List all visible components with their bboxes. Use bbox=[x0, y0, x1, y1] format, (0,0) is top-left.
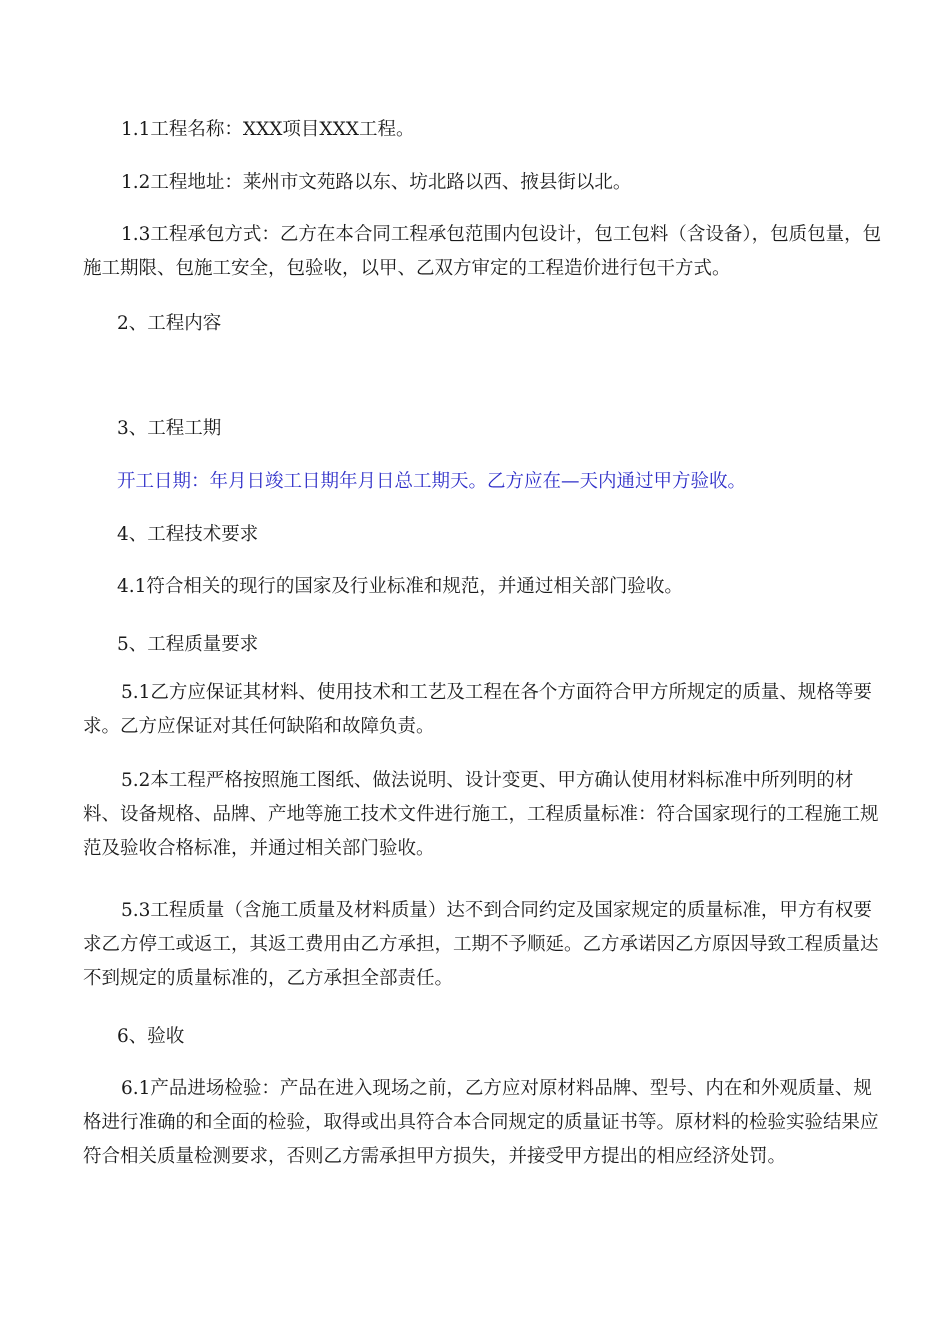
clause-5-1: 5.1乙方应保证其材料、使用技术和工艺及工程在各个方面符合甲方所规定的质量、规格等要求。乙方应保证对其任何缺陷和故障负责。 bbox=[83, 682, 872, 737]
schedule-line: 开工日期：年月日竣工日期年月日总工期天。乙方应在—天内通过甲方验收。 bbox=[117, 471, 747, 492]
clause-6-1: 6.1产品进场检验：产品在进入现场之前，乙方应对原材料品牌、型号、内在和外观质量、规格进行准确的和全面的检验，取得或出具符合本合同规定的质量证书等。原材料的检验实验结果应符合相关质量检测要求，否则乙方需承担甲方损失，并接受甲方提出的相应经济处罚。 bbox=[83, 1078, 879, 1167]
clause-5-2: 5.2本工程严格按照施工图纸、做法说明、设计变更、甲方确认使用材料标准中所列明的材料、设备规格、品牌、产地等施工技术文件进行施工，工程质量标准：符合国家现行的工程施工规范及验收合格标准，并通过相关部门验收。 bbox=[83, 770, 879, 859]
clause-1-3: 1.3工程承包方式：乙方在本合同工程承包范围内包设计，包工包料（含设备），包质包量，包施工期限、包施工安全，包验收，以甲、乙双方审定的工程造价进行包干方式。 bbox=[83, 224, 882, 279]
section-heading-4: 4、工程技术要求 bbox=[117, 524, 259, 545]
section-heading-6: 6、验收 bbox=[117, 1026, 185, 1047]
clause-4-1: 4.1符合相关的现行的国家及行业标准和规范，并通过相关部门验收。 bbox=[117, 576, 683, 597]
section-heading-3: 3、工程工期 bbox=[117, 418, 222, 439]
section-heading-5: 5、工程质量要求 bbox=[117, 634, 259, 655]
section-heading-2: 2、工程内容 bbox=[117, 313, 222, 334]
clause-5-3: 5.3工程质量（含施工质量及材料质量）达不到合同约定及国家规定的质量标准，甲方有权要求乙方停工或返工，其返工费用由乙方承担，工期不予顺延。乙方承诺因乙方原因导致工程质量达不到规定的质量标准的，乙方承担全部责任。 bbox=[83, 900, 879, 989]
clause-1-1: 1.1工程名称：XXX项目XXX工程。 bbox=[121, 119, 415, 140]
clause-1-2: 1.2工程地址：莱州市文苑路以东、坊北路以西、掖县街以北。 bbox=[121, 172, 632, 193]
